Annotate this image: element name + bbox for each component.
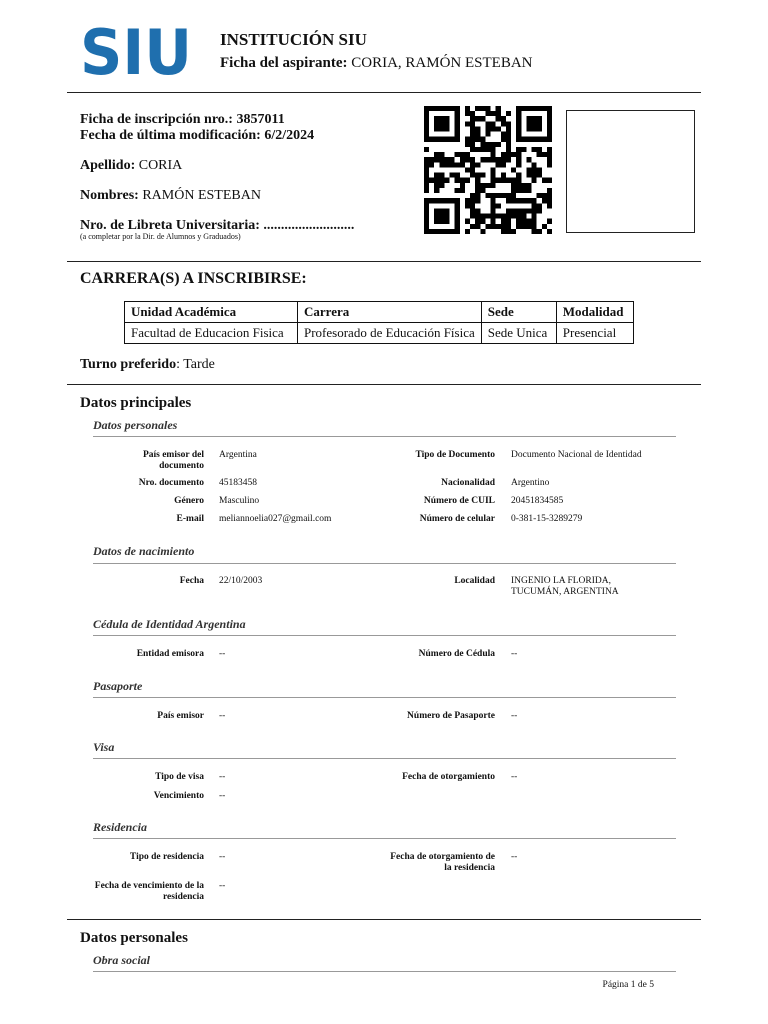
pais-emisor-pasaporte-value: -- [219, 711, 226, 721]
table-cell: Facultad de Educacion Fisica [125, 323, 298, 344]
tipo-residencia-label: Tipo de residencia [129, 852, 204, 862]
tipo-documento-label: Tipo de Documento [415, 450, 495, 460]
apellido-row: Apellido: CORIA [80, 158, 183, 173]
fecha-vencimiento-residencia-value: -- [219, 881, 226, 891]
cuil-value: 20451834585 [511, 496, 564, 506]
datos-principales-title: Datos principales [80, 395, 192, 411]
localidad-value: INGENIO LA FLORIDA, TUCUMÁN, ARGENTINA [511, 576, 619, 597]
column-header: Modalidad [556, 302, 633, 323]
nro-documento-value: 45183458 [219, 478, 257, 488]
nombres-row: Nombres: RAMÓN ESTEBAN [80, 188, 261, 203]
genero-value: Masculino [219, 496, 260, 506]
aspirant-name: CORIA, RAMÓN ESTEBAN [351, 55, 533, 71]
divider [67, 919, 701, 920]
inscripcion-number: Ficha de inscripción nro.: 3857011 [80, 112, 285, 127]
numero-pasaporte-label: Número de Pasaporte [407, 711, 495, 721]
entidad-emisora-value: -- [219, 649, 226, 659]
fecha-otorgamiento-label: Fecha de otorgamiento [402, 772, 495, 782]
qr-code [424, 106, 552, 234]
fecha-nacimiento-value: 22/10/2003 [219, 576, 263, 586]
vencimiento-value: -- [219, 791, 226, 801]
ficha-label: Ficha del aspirante: [220, 55, 348, 71]
visa-subtitle: Visa [93, 740, 115, 754]
divider [67, 92, 701, 93]
table-row [125, 323, 634, 344]
fecha-vencimiento-residencia-label: Fecha de vencimiento de la residencia [94, 881, 204, 902]
column-header: Carrera [298, 302, 482, 323]
libreta-row: Nro. de Libreta Universitaria: .......................... [80, 218, 355, 233]
localidad-label: Localidad [454, 576, 495, 586]
nacionalidad-value: Argentino [511, 478, 550, 488]
pais-emisor-pasaporte-label: País emisor [157, 711, 204, 721]
pais-emisor-value: Argentina [219, 450, 257, 460]
datos-personales-subtitle: Datos personales [93, 418, 178, 432]
siu-logo [80, 24, 194, 78]
tipo-visa-label: Tipo de visa [155, 772, 204, 782]
table-cell: Presencial [556, 323, 633, 344]
column-header: Unidad Académica [125, 302, 298, 323]
carreras-table [124, 301, 634, 344]
fecha-otorgamiento-residencia-value: -- [511, 852, 518, 862]
divider [67, 384, 701, 385]
table-cell: Profesorado de Educación Física [298, 323, 482, 344]
genero-label: Género [174, 496, 204, 506]
fecha-otorgamiento-value: -- [511, 772, 518, 782]
celular-label: Número de celular [419, 514, 495, 524]
tipo-visa-value: -- [219, 772, 226, 782]
numero-pasaporte-value: -- [511, 711, 518, 721]
last-modified-date: Fecha de última modificación: 6/2/2024 [80, 128, 315, 143]
tipo-documento-value: Documento Nacional de Identidad [511, 450, 642, 460]
entidad-emisora-label: Entidad emisora [136, 649, 204, 659]
photo-box [566, 110, 695, 233]
divider [93, 563, 676, 564]
cuil-label: Número de CUIL [423, 496, 495, 506]
numero-cedula-value: -- [511, 649, 518, 659]
carreras-title: CARRERA(S) A INSCRIBIRSE: [80, 270, 307, 287]
divider [93, 697, 676, 698]
aspirant-heading [220, 55, 533, 72]
tipo-residencia-value: -- [219, 852, 226, 862]
turno-row: Turno preferido: Tarde [80, 357, 215, 372]
nro-documento-label: Nro. documento [138, 478, 204, 488]
email-label: E-mail [176, 514, 204, 524]
numero-cedula-label: Número de Cédula [418, 649, 495, 659]
obra-social-subtitle: Obra social [93, 953, 150, 967]
divider [67, 261, 701, 262]
libreta-note: (a completar por la Dir. de Alumnos y Graduados) [80, 232, 241, 241]
divider [93, 758, 676, 759]
pasaporte-subtitle: Pasaporte [93, 679, 143, 693]
celular-value: 0-381-15-3289279 [511, 514, 583, 524]
divider [93, 838, 676, 839]
divider [93, 635, 676, 636]
residencia-subtitle: Residencia [93, 820, 147, 834]
email-value: meliannoelia027@gmail.com [219, 514, 332, 524]
column-header: Sede [481, 302, 556, 323]
table-header-row [125, 302, 634, 323]
divider [93, 971, 676, 972]
nacionalidad-label: Nacionalidad [441, 478, 495, 488]
datos-personales-title: Datos personales [80, 930, 188, 946]
table-cell: Sede Unica [481, 323, 556, 344]
page-number: Página 1 de 5 [602, 980, 654, 990]
fecha-otorgamiento-residencia-label: Fecha de otorgamiento de la residencia [390, 852, 495, 873]
divider [93, 436, 676, 437]
svg-text:SIU: SIU [80, 24, 192, 78]
cedula-subtitle: Cédula de Identidad Argentina [93, 617, 246, 631]
datos-nacimiento-subtitle: Datos de nacimiento [93, 544, 195, 558]
pais-emisor-label: País emisor del documento [142, 450, 204, 471]
vencimiento-label: Vencimiento [153, 791, 204, 801]
institution-name: INSTITUCIÓN SIU [220, 30, 367, 49]
fecha-nacimiento-label: Fecha [179, 576, 204, 586]
